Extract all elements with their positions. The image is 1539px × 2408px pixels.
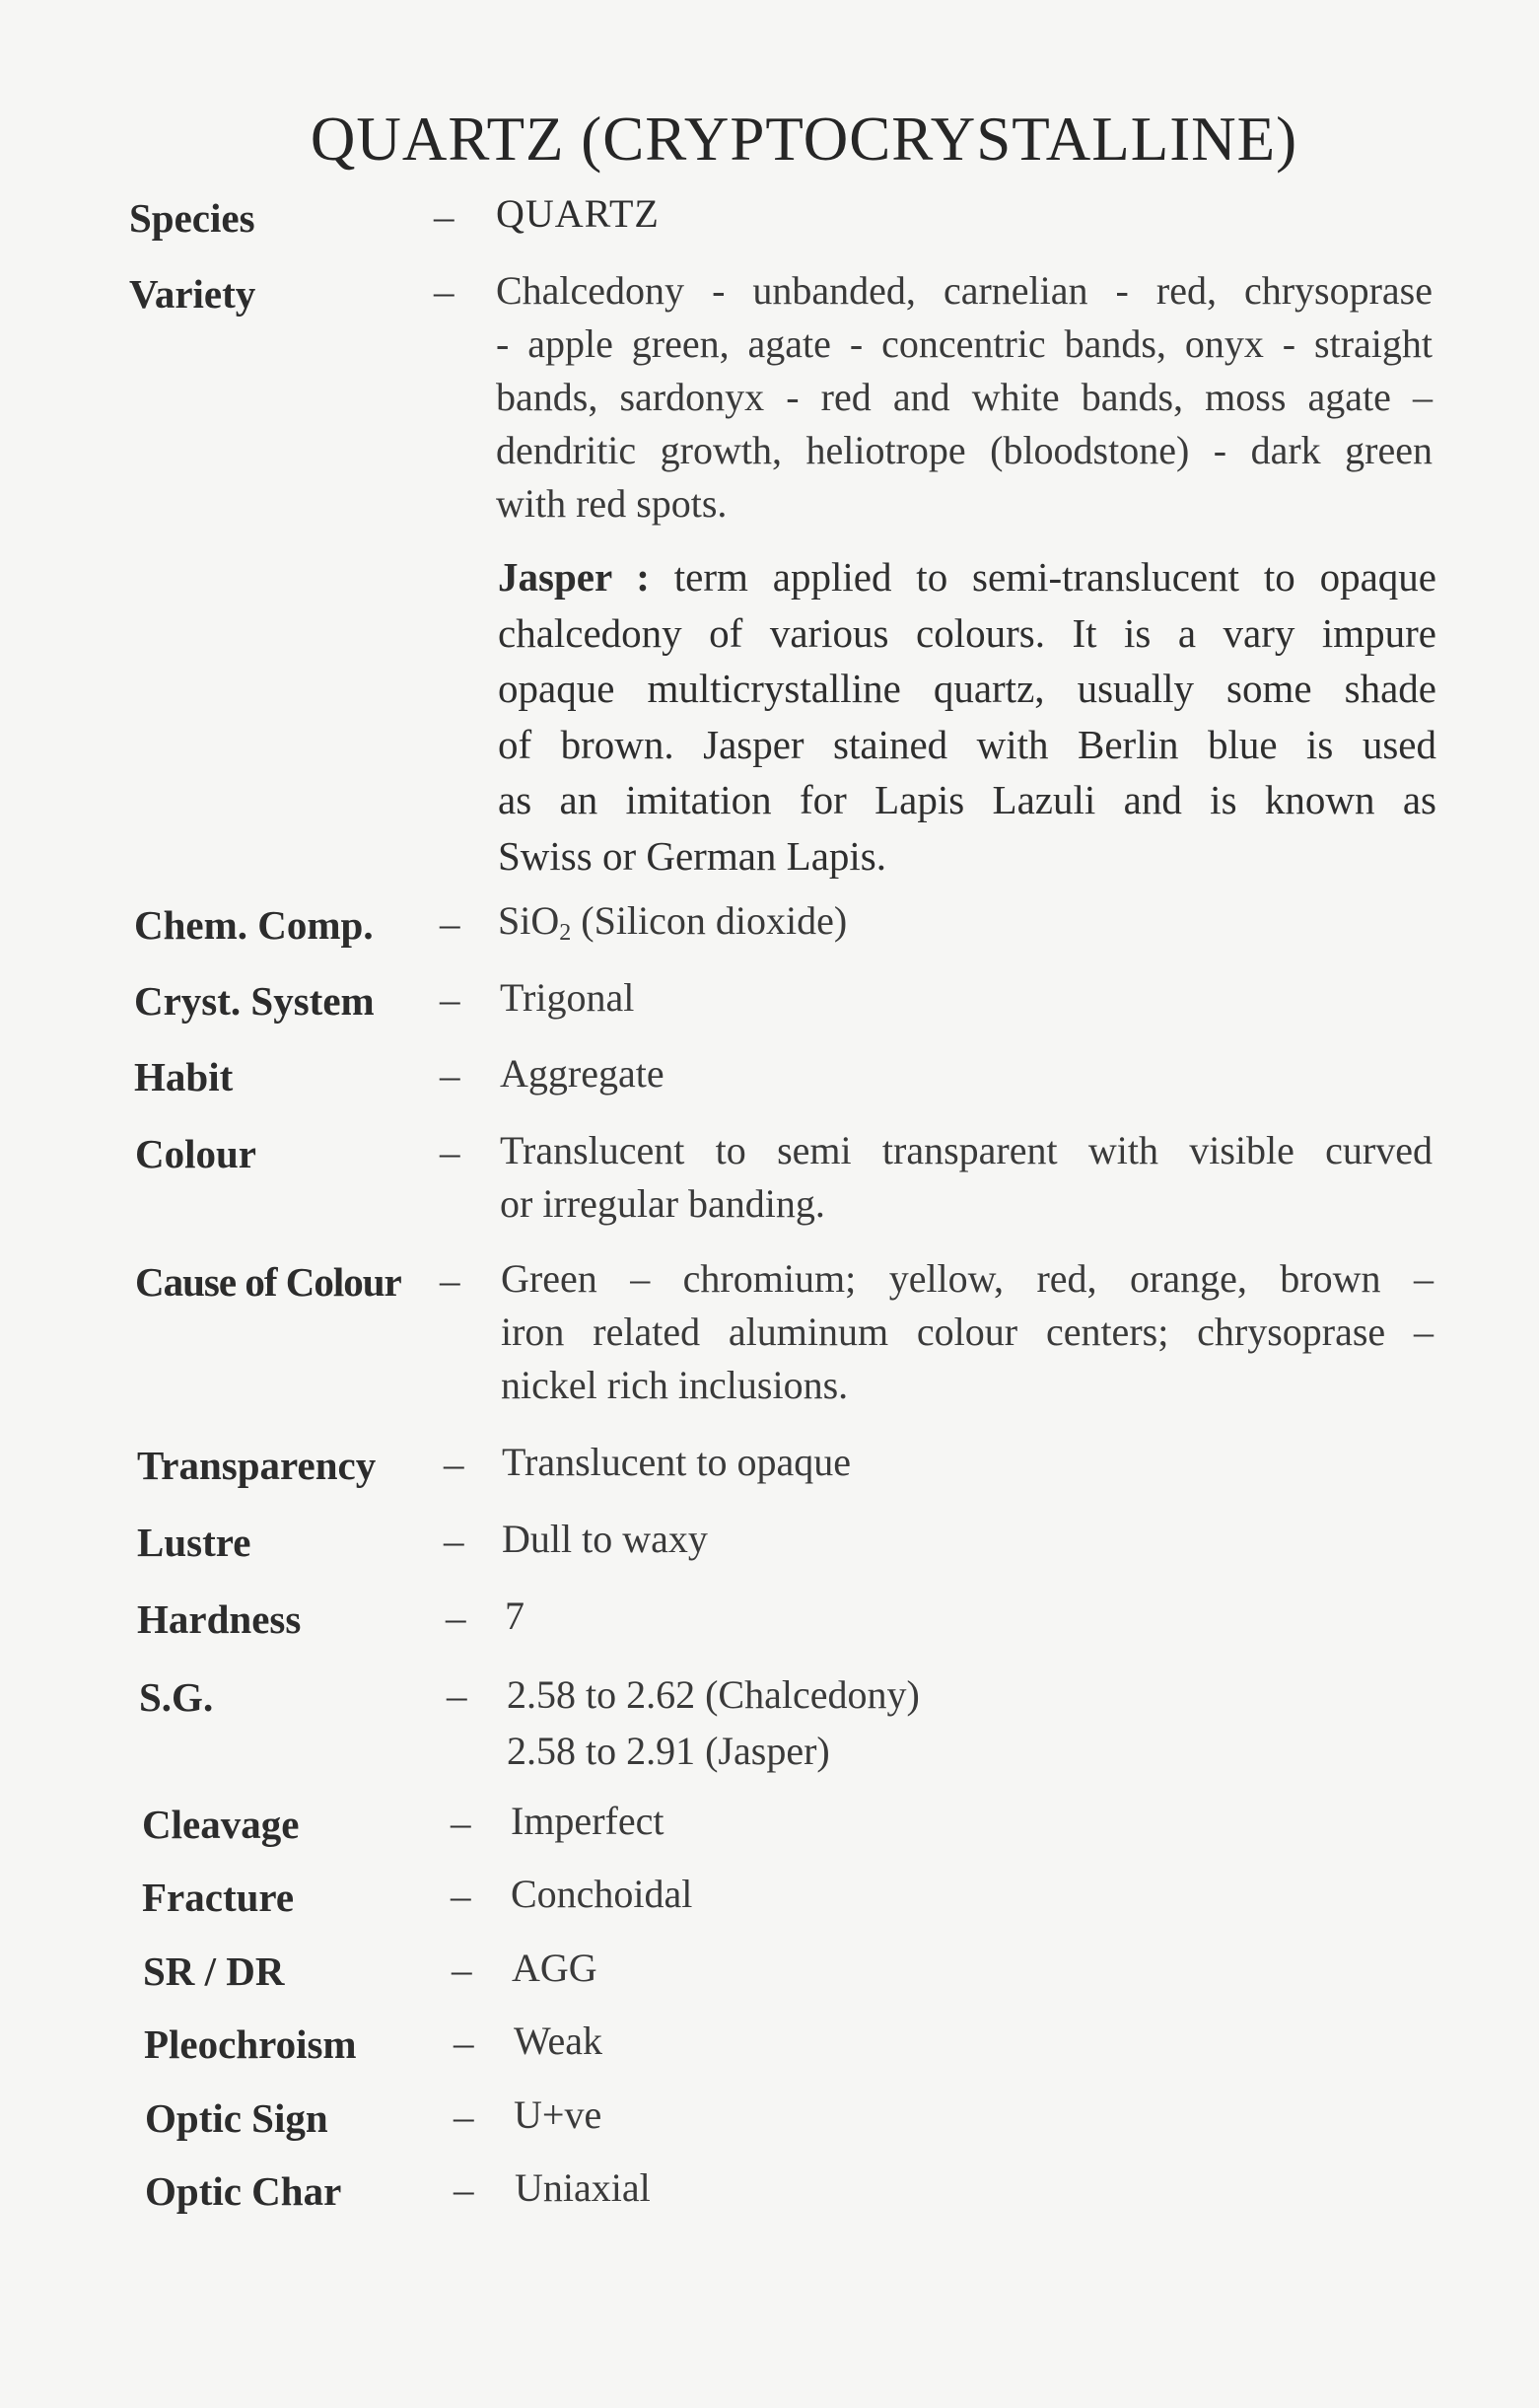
optic-char-value: Uniaxial (515, 2165, 651, 2210)
dash: – (434, 193, 455, 239)
text-line: with red spots. (496, 481, 728, 526)
cryst-system-label: Cryst. System (134, 978, 375, 1024)
dash: – (440, 1052, 460, 1098)
variety-text (496, 264, 1433, 531)
cleavage-label: Cleavage (142, 1802, 300, 1847)
text-line: dendritic growth, heliotrope (bloodstone) - dark green (496, 428, 1433, 472)
dash: – (454, 2093, 474, 2139)
text-line: Green – chromium; yellow, red, orange, brown – (501, 1256, 1434, 1301)
dash: – (447, 1672, 467, 1718)
text-line: iron related aluminum colour centers; chrysoprase – (501, 1310, 1434, 1354)
dash: – (444, 1441, 464, 1486)
variety-label: Variety (129, 271, 256, 317)
chem-comp-value: SiO$_2$ (Silicon dioxide) (498, 898, 848, 946)
sg-label: S.G. (139, 1674, 214, 1720)
sr-dr-value: AGG (512, 1946, 597, 1990)
text-line: opaque multicrystalline quartz, usually some shade (498, 666, 1436, 711)
lustre-label: Lustre (137, 1520, 251, 1565)
text-line: bands, sardonyx - red and white bands, moss agate – (496, 375, 1433, 419)
text-line: Chalcedony - unbanded, carnelian - red, chrysoprase (496, 268, 1433, 313)
habit-value: Aggregate (500, 1051, 665, 1096)
dash: – (434, 268, 455, 314)
cleavage-value: Imperfect (511, 1799, 665, 1843)
text-line: of brown. Jasper stained with Berlin blue is used (498, 721, 1436, 767)
lustre-value: Dull to waxy (502, 1517, 708, 1561)
text-line: Swiss or German Lapis. (498, 832, 887, 879)
dash: – (452, 1947, 472, 1992)
dash: – (440, 1129, 460, 1174)
sr-dr-label: SR / DR (143, 1948, 285, 1994)
dash: – (440, 900, 460, 946)
cryst-system-value: Trigonal (500, 975, 635, 1020)
pleochroism-label: Pleochroism (144, 2021, 357, 2067)
species-value: QUARTZ (496, 191, 660, 236)
dash: – (451, 1800, 471, 1845)
dash: – (454, 2019, 474, 2065)
page-title: QUARTZ (CRYPTOCRYSTALLINE) (310, 105, 1298, 174)
species-label: Species (129, 195, 255, 241)
text-line: as an imitation for Lapis Lazuli and is known as (498, 777, 1436, 822)
fracture-label: Fracture (142, 1875, 295, 1920)
text-line: chalcedony of various colours. It is a vary impure (498, 609, 1436, 656)
dash: – (440, 1257, 460, 1303)
text-line: 2.58 to 2.91 (Jasper) (507, 1729, 830, 1773)
dash: – (446, 1594, 466, 1640)
hardness-value: 7 (505, 1594, 525, 1638)
cause-of-colour-text (501, 1252, 1434, 1412)
dash: – (440, 976, 460, 1022)
colour-text (500, 1124, 1433, 1231)
optic-sign-value: U+ve (514, 2092, 602, 2137)
optic-char-label: Optic Char (145, 2168, 342, 2214)
dash: – (444, 1518, 464, 1563)
colour-label: Colour (135, 1131, 256, 1176)
dash: – (451, 1873, 471, 1918)
text-line: or irregular banding. (500, 1181, 825, 1226)
habit-label: Habit (134, 1054, 234, 1099)
transparency-label: Transparency (137, 1443, 377, 1488)
chem-comp-label: Chem. Comp. (134, 902, 374, 948)
text-line: Translucent to semi transparent with visible curved (500, 1128, 1433, 1172)
transparency-value: Translucent to opaque (502, 1440, 852, 1484)
dash: – (454, 2166, 474, 2212)
hardness-label: Hardness (137, 1596, 302, 1642)
sg-value (507, 1666, 920, 1779)
fracture-value: Conchoidal (511, 1872, 693, 1916)
text-line: nickel rich inclusions. (501, 1363, 849, 1407)
jasper-paragraph (498, 549, 1436, 884)
text-line: Jasper : term applied to semi-translucent to opaque (498, 554, 1436, 600)
jasper-term: Jasper : (498, 554, 650, 600)
pleochroism-value: Weak (514, 2018, 603, 2063)
text-line: - apple green, agate - concentric bands, onyx - straight (496, 321, 1433, 366)
text-line: 2.58 to 2.62 (Chalcedony) (507, 1672, 920, 1717)
optic-sign-label: Optic Sign (145, 2095, 328, 2141)
cause-of-colour-label: Cause of Colour (135, 1259, 401, 1305)
